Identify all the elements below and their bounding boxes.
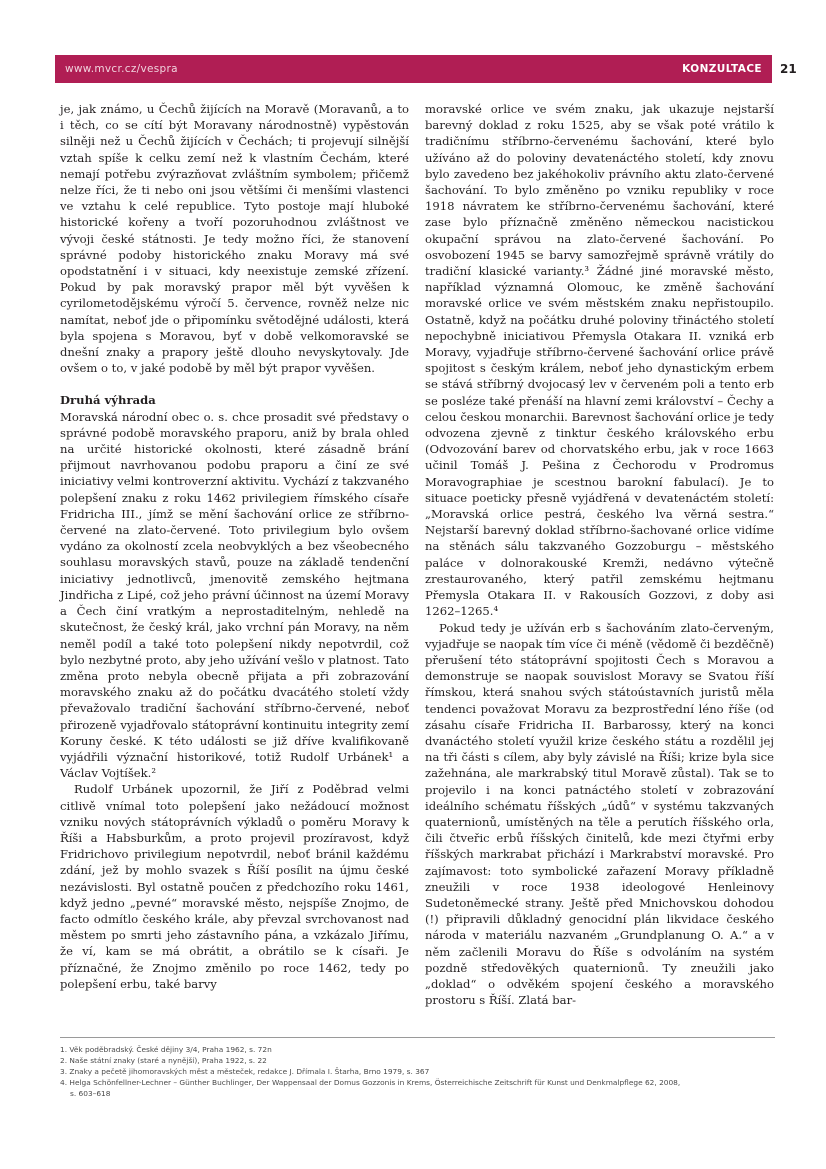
footnotes: [60, 1044, 775, 1099]
paragraph: moravské orlice ve svém znaku, jak ukazuje nejstarší barevný doklad z roku 1525, aby se však poté vrátilo k tradičnímu stříbrno-červenému šachování, které bylo užíváno až do poloviny devatenáctého století, kdy znovu bylo zavedeno bez jakéhokoliv právního aktu zlato-červené šachování. To bylo změněno po vzniku republiky v roce 1918 návratem ke stříbrno-červenému šachování, které zase bylo příznačně změněno německou nacistickou okupační správou na zlato-červené šachování. Po osvobození 1945 se barvy samozřejmě správně vrátily do tradiční klasické varianty.³ Žádné jiné moravské město, například významná Olomouc, ke změně šachování moravské orlice ve svém městském znaku nepřistoupilo. Ostatně, když na počátku druhé poloviny třináctého století nepochybně iniciativou Přemysla Otakara II. vzniká erb Moravy, vyjadřuje stříbrno-červené šachování orlice právě spojitost s českým králem, neboť jeho dynastickým erbem se stává stříbrný dvojocasý lev v červeném poli a tento erb se posléze také přenáší na hlavní zemi království – Čechy a celou českou monarchii. Barevnost šachování orlice je tedy odvozena zjevně z tinktur českého královského erbu (Odvozování barev od chorvatského erbu, jak v roce 1663 učinil Tomáš J. Pešina z Čechorodu v Prodromus Moravographiae je scestnou barokní fabulací). Je to situace poeticky přesně vyjádřená v devatenáctém století: „Moravská orlice pestrá, českého lva věrná sestra.“ Nejstarší barevný doklad stříbrno-šachované orlice vidíme na stěnách sálu takzvaného Gozzoburgu – městského paláce v dolnorakouské Kremži, nedávno výtečně zrestaurovaného, který patřil zemskému hejtmanu Přemysla Otakara II. v Rakousích Gozzovi, z doby asi 1262–1265.⁴: [425, 102, 774, 619]
page-header-bar: [55, 55, 772, 83]
left-column: [60, 101, 409, 992]
footnote-continuation: s. 603–618: [70, 1089, 111, 1098]
paragraph: Rudolf Urbánek upozornil, že Jiří z Poděbrad velmi citlivě vnímal toto polepšení jako nežádoucí možnost vzniku nových státoprávních výkladů o poměru Moravy k Říši a Habsburkům, a proto projevil prozíravost, když Fridrichovo privilegium nepotvrdil, neboť bránil každému zdání, jež by mohlo svazek s Říší posílit na újmu české nezávislosti. Byl ostatně poučen z předchozího roku 1461, když jedno „pevné“ moravské město, nejspíše Znojmo, de facto odmítlo českého krále, aby převzal svrchovanost nad městem po smrti jeho zástavního pána, a vzkázalo Jiřímu, že ví, kam se má obrátit, a obrátilo se k císaři. Je příznačné, že Znojmo změnilo po roce 1462, tedy po polepšení erbu, také barvy: [60, 782, 409, 991]
section-heading: Druhá výhrada: [60, 393, 156, 408]
header-section-title: KONZULTACE: [682, 63, 762, 75]
footnote-divider: [60, 1037, 775, 1038]
footnote: 2. Naše státní znaky (staré a nynější), Praha 1922, s. 22: [60, 1056, 267, 1065]
paragraph: je, jak známo, u Čechů žijících na Moravě (Moravanů, a to i těch, co se cítí být Moravany národnostně) vypěstován silněji než u Čechů žijících v Čechách; ti projevují silnější vztah spíše k celku zemí než k vlastním Čechám, které nemají potřebu zvýrazňovat zvláštním symbolem; přičemž nelze říci, že ti nebo oni jsou většími či menšími vlastenci ve vztahu k celé republice. Tyto postoje mají hluboké historické kořeny a tvoří pozoruhodnou zvláštnost ve vývoji české státnosti. Je tedy možno říci, že stanovení správné podoby historického znaku Moravy má své opodstatnění i v situaci, kdy neexistuje zemské zřízení. Pokud by pak moravský prapor měl být vyvěšen k cyrilometodějskému výročí 5. července, rovněž nelze nic namítat, neboť jde o připomínku světodějné události, která byla spojena s Moravou, byť v době velkomoravské se dnešní znaky a prapory ještě dlouho nevyskytovaly. Jde ovšem o to, v jaké podobě by měl být prapor vyvěšen.: [60, 102, 409, 376]
header-url: www.mvcr.cz/vespra: [65, 63, 178, 75]
right-column: [425, 101, 774, 1008]
footnote: 4. Helga Schönfellner-Lechner – Günther Buchlinger, Der Wappensaal der Domus Gozzonis in Krems, Österreichische Zeitschrift für Kunst und Denkmalpflege 62, 2008,: [60, 1078, 681, 1087]
paragraph: Moravská národní obec o. s. chce prosadit své představy o správné podobě moravského praporu, aniž by brala ohled na určité historické okolnosti, které zásadně brání přijmout navrhovanou podobu praporu a činí ze své iniciativy velmi kontroverzní aktivitu. Vychází z takzvaného polepšení znaku z roku 1462 privilegiem římského císaře Fridricha III., jímž se mění šachování orlice ze stříbrno-červené na zlato-červené. Toto privilegium bylo ovšem vydáno za okolností zcela neobvyklých a bez všeobecného souhlasu moravských stavů, pouze na základě tendenční iniciativy jednotlivců, jmenovitě zemského hejtmana Jindřicha z Lipé, což jeho právní účinnost na území Moravy a Čech činí vratkým a neprostaditelným, nehledě na skutečnost, že český král, jako vrchní pán Moravy, na něm neměl podíl a také toto polepšení nikdy nepotvrdil, což bylo nezbytné proto, aby jeho užívání vešlo v platnost. Tato změna proto nebyla obecně přijata a při zobrazování moravského znaku až do počátku dvacátého století vždy převažovalo tradiční šachování stříbrno-červené, neboť přirozeně vyjadřovalo státoprávní kontinuitu integrity zemí Koruny české. K této události se již dříve kvalifikovaně vyjádřili význační historikové, totiž Rudolf Urbánek¹ a Václav Vojtíšek.²: [60, 409, 409, 781]
footnote: 1. Věk poděbradský. České dějiny 3/4, Praha 1962, s. 72n: [60, 1045, 272, 1054]
page-number: 21: [780, 62, 797, 76]
paragraph: Pokud tedy je užíván erb s šachováním zlato-červeným, vyjadřuje se naopak tím více či méně (vědomě či bezděčně) přerušení této státoprávní spojitosti Čech s Moravou a demonstruje se naopak souvislost Moravy se Svatou říší římskou, která snahou svých státoústavních juristů měla tendenci považovat Moravu za bezprostřední léno říše (od zásahu císaře Fridricha II. Barbarossy, který na konci dvanáctého století využil krize českého státu a rozdělil jej na tři části s cílem, aby byly závislé na Říši; krize byla sice zažehnána, ale markrabský titul Moravě zůstal). Tak se to projevilo i na konci patnáctého století v zobrazování ideálního schématu říšských „údů“ v systému takzvaných quaternionů, umístěných na těle a perutích říšského orla, čili čtveřic erbů říšských činitelů, kde mezi čtyřmi erby říšských markrabat přichází i Markrabství moravské. Pro zajímavost: toto symbolické zařazení Moravy příkladně zneužili v roce 1938 ideologové Henleinovy Sudetoněmecké strany. Ještě před Mnichovskou dohodou (!) připravili důkladný genocidní plán likvidace českého národa v materiálu nazvaném „Grundplanung O. A.“ a v něm začlenili Moravu do Říše s odvoláním na systém pozdně středověkých quaternionů. Ty zneužili jako „doklad“ o odvěkém spojení českého a moravského prostoru s Říší. Zlatá bar-: [425, 620, 774, 1008]
footnote: 3. Znaky a pečetě jihomoravských měst a městeček, redakce J. Dřímala I. Štarha, Brno 1979, s. 367: [60, 1067, 430, 1076]
